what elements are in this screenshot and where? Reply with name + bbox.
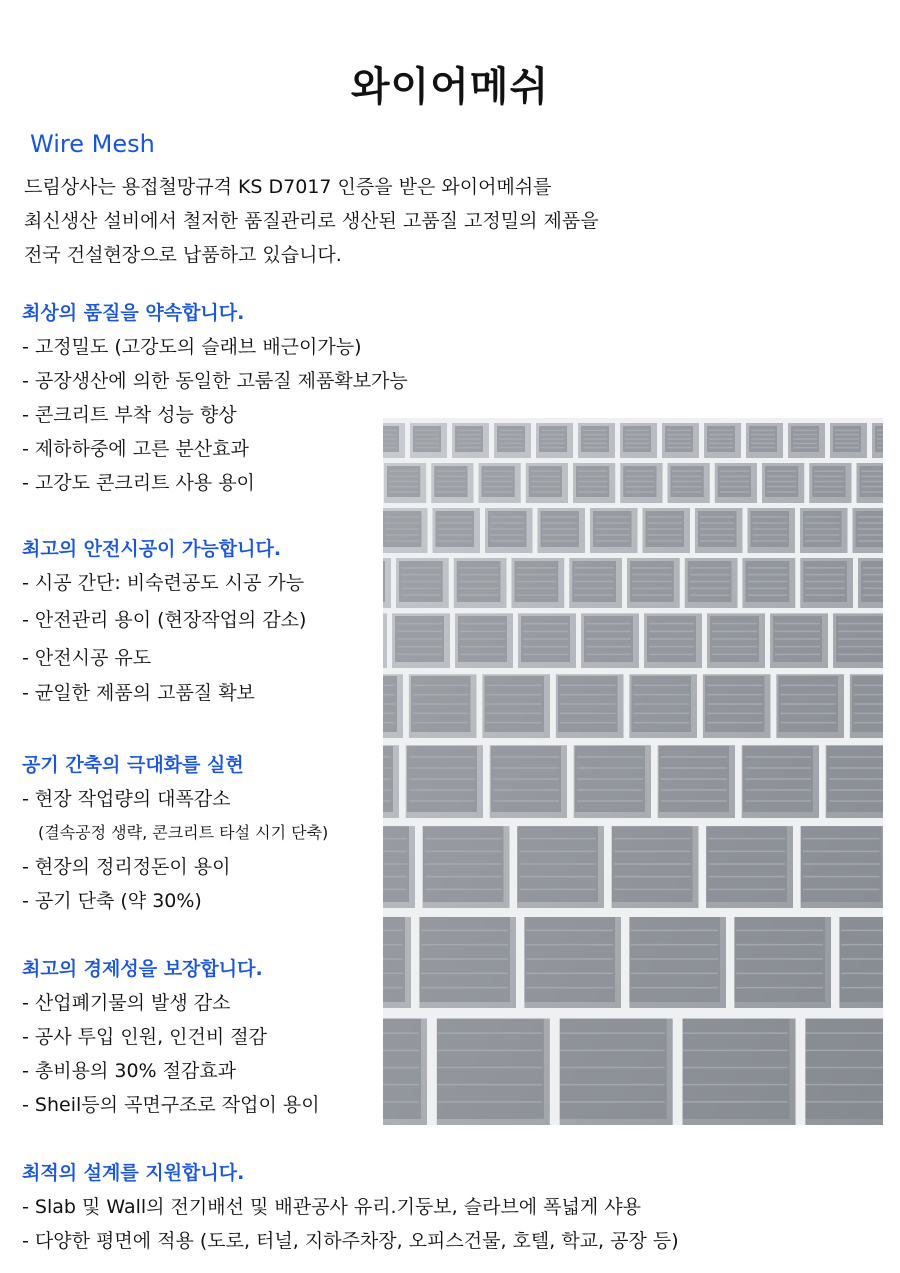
mesh-wire-vertical <box>449 553 454 608</box>
mesh-wire-vertical <box>427 1008 437 1125</box>
mesh-wire-vertical <box>568 458 573 503</box>
mesh-wire-vertical <box>383 458 384 503</box>
mesh-wire-vertical <box>639 608 644 668</box>
mesh-wire-vertical <box>531 418 536 458</box>
mesh-wire-vertical <box>516 908 524 1008</box>
mesh-wire-vertical <box>533 503 538 553</box>
mesh-wire-vertical <box>567 738 574 818</box>
mesh-wire-vertical <box>852 458 857 503</box>
list-item: - 현장 작업량의 대폭감소 <box>22 788 231 810</box>
mesh-wire-vertical <box>411 908 419 1008</box>
mesh-wire-horizontal <box>383 503 883 508</box>
mesh-wire-vertical <box>853 553 858 608</box>
mesh-wire-vertical <box>550 668 556 738</box>
mesh-wire-horizontal <box>383 608 883 613</box>
mesh-wire-vertical <box>391 553 396 608</box>
list-item: - 안전시공 유도 <box>22 647 152 669</box>
mesh-wire-vertical <box>428 503 433 553</box>
mesh-wire-vertical <box>564 553 569 608</box>
mesh-wire-vertical <box>477 668 483 738</box>
mesh-wire-vertical <box>735 738 742 818</box>
mesh-wire-vertical <box>622 553 627 608</box>
mesh-wire-vertical <box>726 908 734 1008</box>
mesh-wire-vertical <box>663 458 668 503</box>
mesh-wire-vertical <box>657 418 662 458</box>
mesh-wire-vertical <box>867 418 872 458</box>
mesh-wire-vertical <box>585 503 590 553</box>
mesh-wire-vertical <box>403 668 409 738</box>
section-safety <box>22 532 306 710</box>
mesh-wire-horizontal <box>383 668 883 674</box>
section-heading: 최적의 설계를 지원합니다. <box>22 1162 245 1184</box>
mesh-wire-vertical <box>738 553 743 608</box>
mesh-wire-vertical <box>624 668 630 738</box>
list-item: - 안전관리 용이 (현장작업의 감소) <box>22 609 307 631</box>
section-quality <box>22 296 408 500</box>
mesh-wire-vertical <box>741 418 746 458</box>
mesh-wire-vertical <box>573 418 578 458</box>
list-item: - 제하하중에 고른 분산효과 <box>22 438 249 460</box>
mesh-wire-vertical <box>399 738 406 818</box>
mesh-wire-vertical <box>697 668 703 738</box>
section-economy <box>22 952 320 1122</box>
mesh-cell <box>383 561 385 602</box>
section-design <box>22 1156 679 1258</box>
list-item: (결속공정 생략, 콘크리트 타설 시기 단축) <box>38 823 329 842</box>
mesh-wire-vertical <box>804 458 809 503</box>
mesh-wire-vertical <box>621 908 629 1008</box>
mesh-wire-vertical <box>783 418 788 458</box>
mesh-wire-vertical <box>604 818 612 908</box>
list-item: - Slab 및 Wall의 전기배선 및 배관공사 유리.기둥보, 슬라브에 폭넓게 샤용 <box>22 1196 641 1218</box>
list-item: - 시공 간단: 비숙련공도 시공 가능 <box>22 572 305 594</box>
list-item: - 공기 단축 (약 30%) <box>22 890 202 912</box>
section-heading: 최상의 품질을 약속합니다. <box>22 302 245 324</box>
list-item: - 현장의 정리정돈이 용이 <box>22 856 231 878</box>
mesh-wire-vertical <box>521 458 526 503</box>
mesh-wire-vertical <box>848 503 853 553</box>
list-item: - 공사 투입 인원, 인건비 절감 <box>22 1026 267 1048</box>
mesh-wire-horizontal <box>383 418 883 423</box>
mesh-wire-vertical <box>702 608 707 668</box>
list-item: - 총비용의 30% 절감효과 <box>22 1060 237 1082</box>
list-item: - 다양한 평면에 적용 (도로, 터널, 지하주차장, 오피스건물, 호텔, 학교, 공장 등) <box>22 1230 679 1252</box>
list-item: - 콘크리트 부착 성능 향상 <box>22 404 237 426</box>
mesh-wire-horizontal <box>383 738 883 745</box>
wire-mesh-photo <box>383 418 883 1125</box>
mesh-wire-vertical <box>474 458 479 503</box>
intro-line: 전국 건설현장으로 납품하고 있습니다. <box>24 244 342 266</box>
mesh-wire-vertical <box>831 908 839 1008</box>
list-item: - 고강도 콘크리트 사용 용이 <box>22 472 255 494</box>
mesh-wire-vertical <box>765 608 770 668</box>
mesh-wire-vertical <box>673 1008 683 1125</box>
mesh-wire-vertical <box>699 818 707 908</box>
list-item: - 균일한 제품의 고품질 확보 <box>22 682 255 704</box>
page-subtitle: Wire Mesh <box>30 130 155 158</box>
mesh-wire-vertical <box>710 458 715 503</box>
list-item: - 공장생산에 의한 동일한 고룸질 제품확보가능 <box>22 370 408 392</box>
mesh-wire-vertical <box>447 418 452 458</box>
mesh-wire-vertical <box>426 458 431 503</box>
mesh-wire-vertical <box>513 608 518 668</box>
list-item: - Sheil등의 곡면구조로 작업이 용이 <box>22 1094 320 1116</box>
mesh-wire-vertical <box>699 418 704 458</box>
mesh-wire-vertical <box>819 738 826 818</box>
intro-paragraph <box>24 170 599 272</box>
intro-line: 최신생산 설비에서 철저한 품질관리로 생산된 고품질 고정밀의 제품을 <box>24 210 599 232</box>
mesh-wire-vertical <box>415 818 423 908</box>
list-item: - 산업폐기물의 발생 감소 <box>22 992 231 1014</box>
mesh-wire-vertical <box>489 418 494 458</box>
mesh-wire-vertical <box>795 503 800 553</box>
mesh-wire-vertical <box>483 738 490 818</box>
mesh-wire-vertical <box>615 458 620 503</box>
mesh-wire-vertical <box>387 608 392 668</box>
list-item: - 고정밀도 (고강도의 슬래브 배근이가능) <box>22 336 362 358</box>
mesh-wire-vertical <box>576 608 581 668</box>
intro-line: 드림상사는 용접철망규격 KS D7017 인증을 받은 와이어메쉬를 <box>24 176 552 198</box>
page-title: 와이어메쉬 <box>350 64 550 110</box>
mesh-wire-vertical <box>615 418 620 458</box>
section-schedule <box>22 748 328 918</box>
mesh-wire-vertical <box>793 818 801 908</box>
section-heading: 최고의 안전시공이 가능합니다. <box>22 538 282 560</box>
mesh-wire-vertical <box>757 458 762 503</box>
mesh-wire-vertical <box>550 1008 560 1125</box>
mesh-wire-vertical <box>828 608 833 668</box>
mesh-wire-horizontal <box>383 818 883 826</box>
mesh-wire-vertical <box>405 418 410 458</box>
mesh-wire-vertical <box>844 668 850 738</box>
section-heading: 최고의 경제성을 보장합니다. <box>22 958 263 980</box>
mesh-wire-vertical <box>690 503 695 553</box>
mesh-wire-vertical <box>825 418 830 458</box>
mesh-wire-vertical <box>450 608 455 668</box>
mesh-wire-vertical <box>507 553 512 608</box>
wire-mesh-illustration <box>383 418 883 1125</box>
mesh-wire-vertical <box>796 1008 806 1125</box>
section-heading: 공기 간축의 극대화를 실현 <box>22 754 244 776</box>
mesh-wire-vertical <box>510 818 518 908</box>
mesh-wire-horizontal <box>383 553 883 558</box>
mesh-wire-vertical <box>638 503 643 553</box>
mesh-wire-vertical <box>651 738 658 818</box>
mesh-wire-vertical <box>480 503 485 553</box>
mesh-wire-vertical <box>680 553 685 608</box>
mesh-wire-horizontal <box>383 908 883 917</box>
mesh-wire-horizontal <box>383 1008 883 1019</box>
mesh-wire-vertical <box>795 553 800 608</box>
mesh-wire-vertical <box>771 668 777 738</box>
mesh-wire-vertical <box>743 503 748 553</box>
